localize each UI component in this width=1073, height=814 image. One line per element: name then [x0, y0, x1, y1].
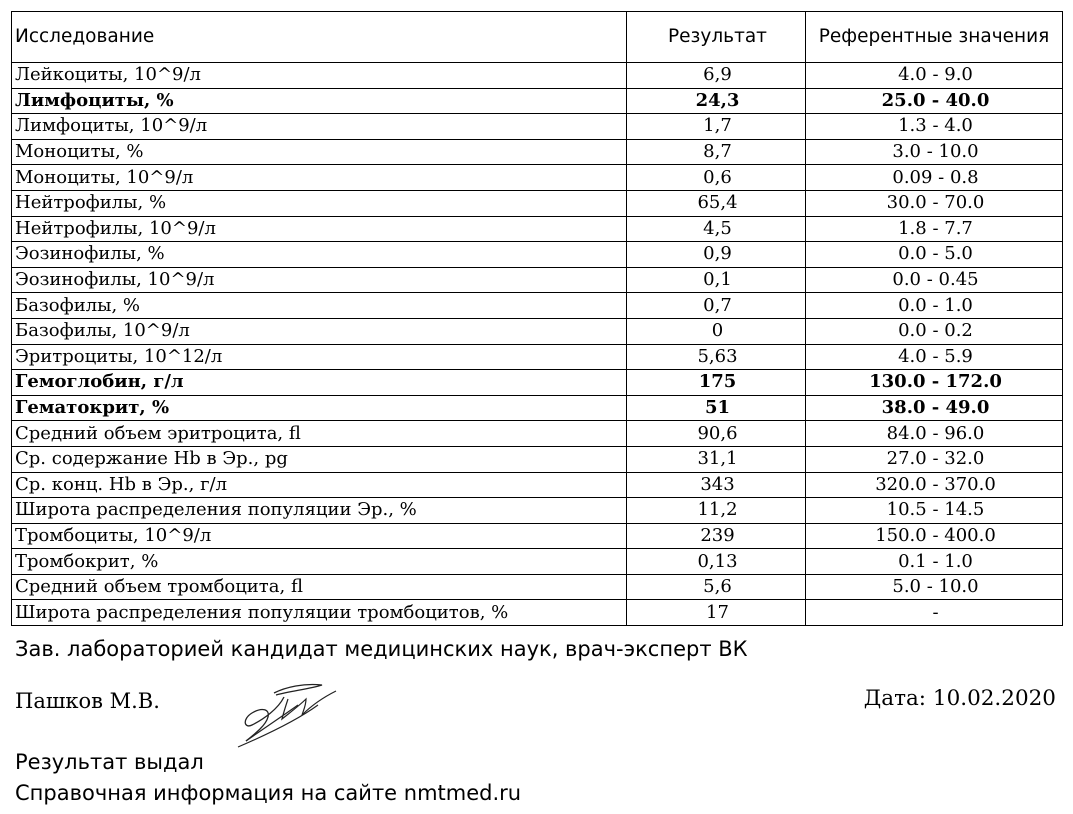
reference-cell: 4.0 - 9.0 [806, 63, 1063, 89]
result-cell: 0,7 [627, 293, 806, 319]
table-row [12, 344, 1063, 370]
reference-cell: 38.0 - 49.0 [806, 395, 1063, 421]
result-cell: 4,5 [627, 216, 806, 242]
issued-by-line: Результат выдал [15, 750, 204, 774]
test-name-cell: Широта распределения популяции тромбоцитов, % [12, 600, 627, 626]
header-reference: Референтные значения [806, 12, 1063, 63]
result-cell: 65,4 [627, 190, 806, 216]
table-row [12, 216, 1063, 242]
test-name-cell: Тромбоциты, 10^9/л [12, 523, 627, 549]
test-name-cell: Лимфоциты, % [12, 88, 627, 114]
result-cell: 11,2 [627, 498, 806, 524]
result-cell: 5,6 [627, 574, 806, 600]
reference-cell: 10.5 - 14.5 [806, 498, 1063, 524]
result-cell: 0 [627, 318, 806, 344]
table-row [12, 600, 1063, 626]
result-cell: 175 [627, 370, 806, 396]
reference-cell: 0.0 - 1.0 [806, 293, 1063, 319]
test-name-cell: Лимфоциты, 10^9/л [12, 114, 627, 140]
reference-cell: 0.09 - 0.8 [806, 165, 1063, 191]
reference-cell: 0.1 - 1.0 [806, 549, 1063, 575]
reference-cell: 30.0 - 70.0 [806, 190, 1063, 216]
reference-cell: 5.0 - 10.0 [806, 574, 1063, 600]
table-row [12, 165, 1063, 191]
test-name-cell: Нейтрофилы, % [12, 190, 627, 216]
test-name-cell: Средний объем эритроцита, fl [12, 421, 627, 447]
reference-cell: 0.0 - 5.0 [806, 242, 1063, 268]
reference-cell: 320.0 - 370.0 [806, 472, 1063, 498]
reference-info-line: Справочная информация на сайте nmtmed.ru [15, 781, 522, 805]
result-cell: 0,1 [627, 267, 806, 293]
table-row [12, 574, 1063, 600]
result-cell: 0,13 [627, 549, 806, 575]
test-name-cell: Лейкоциты, 10^9/л [12, 63, 627, 89]
reference-cell: 1.8 - 7.7 [806, 216, 1063, 242]
results-table-header [12, 12, 1063, 63]
test-name-cell: Моноциты, % [12, 139, 627, 165]
result-cell: 90,6 [627, 421, 806, 447]
table-row [12, 293, 1063, 319]
reference-cell: 0.0 - 0.2 [806, 318, 1063, 344]
test-name-cell: Нейтрофилы, 10^9/л [12, 216, 627, 242]
table-row [12, 88, 1063, 114]
table-row [12, 63, 1063, 89]
results-table [11, 11, 1063, 626]
test-name-cell: Тромбокрит, % [12, 549, 627, 575]
test-name-cell: Широта распределения популяции Эр., % [12, 498, 627, 524]
test-name-cell: Эозинофилы, % [12, 242, 627, 268]
reference-cell: - [806, 600, 1063, 626]
result-cell: 51 [627, 395, 806, 421]
test-name-cell: Гематокрит, % [12, 395, 627, 421]
test-name-cell: Ср. конц. Hb в Эр., г/л [12, 472, 627, 498]
report-date: Дата: 10.02.2020 [863, 686, 1056, 711]
table-row [12, 318, 1063, 344]
reference-cell: 1.3 - 4.0 [806, 114, 1063, 140]
header-test-name: Исследование [12, 12, 627, 63]
table-row [12, 114, 1063, 140]
test-name-cell: Базофилы, 10^9/л [12, 318, 627, 344]
reference-cell: 130.0 - 172.0 [806, 370, 1063, 396]
test-name-cell: Базофилы, % [12, 293, 627, 319]
test-name-cell: Ср. содержание Hb в Эр., pg [12, 446, 627, 472]
result-cell: 6,9 [627, 63, 806, 89]
signature-image [226, 675, 346, 750]
doctor-name: Пашков М.В. [15, 689, 160, 713]
result-cell: 1,7 [627, 114, 806, 140]
test-name-cell: Средний объем тромбоцита, fl [12, 574, 627, 600]
result-cell: 0,9 [627, 242, 806, 268]
table-row [12, 395, 1063, 421]
result-cell: 8,7 [627, 139, 806, 165]
result-cell: 24,3 [627, 88, 806, 114]
reference-cell: 27.0 - 32.0 [806, 446, 1063, 472]
table-row [12, 242, 1063, 268]
reference-cell: 3.0 - 10.0 [806, 139, 1063, 165]
result-cell: 31,1 [627, 446, 806, 472]
reference-cell: 25.0 - 40.0 [806, 88, 1063, 114]
header-result: Результат [627, 12, 806, 63]
result-cell: 5,63 [627, 344, 806, 370]
table-row [12, 267, 1063, 293]
table-row [12, 190, 1063, 216]
results-table-body [12, 63, 1063, 626]
table-row [12, 446, 1063, 472]
table-row [12, 498, 1063, 524]
result-cell: 17 [627, 600, 806, 626]
test-name-cell: Гемоглобин, г/л [12, 370, 627, 396]
table-row [12, 421, 1063, 447]
reference-cell: 150.0 - 400.0 [806, 523, 1063, 549]
table-row [12, 472, 1063, 498]
table-row [12, 370, 1063, 396]
header-row [12, 12, 1063, 63]
table-row [12, 523, 1063, 549]
result-cell: 0,6 [627, 165, 806, 191]
test-name-cell: Моноциты, 10^9/л [12, 165, 627, 191]
test-name-cell: Эритроциты, 10^12/л [12, 344, 627, 370]
result-cell: 343 [627, 472, 806, 498]
table-row [12, 549, 1063, 575]
reference-cell: 84.0 - 96.0 [806, 421, 1063, 447]
reference-cell: 0.0 - 0.45 [806, 267, 1063, 293]
result-cell: 239 [627, 523, 806, 549]
reference-cell: 4.0 - 5.9 [806, 344, 1063, 370]
table-row [12, 139, 1063, 165]
test-name-cell: Эозинофилы, 10^9/л [12, 267, 627, 293]
head-of-lab-line: Зав. лабораторией кандидат медицинских наук, врач-эксперт ВК [15, 637, 748, 661]
